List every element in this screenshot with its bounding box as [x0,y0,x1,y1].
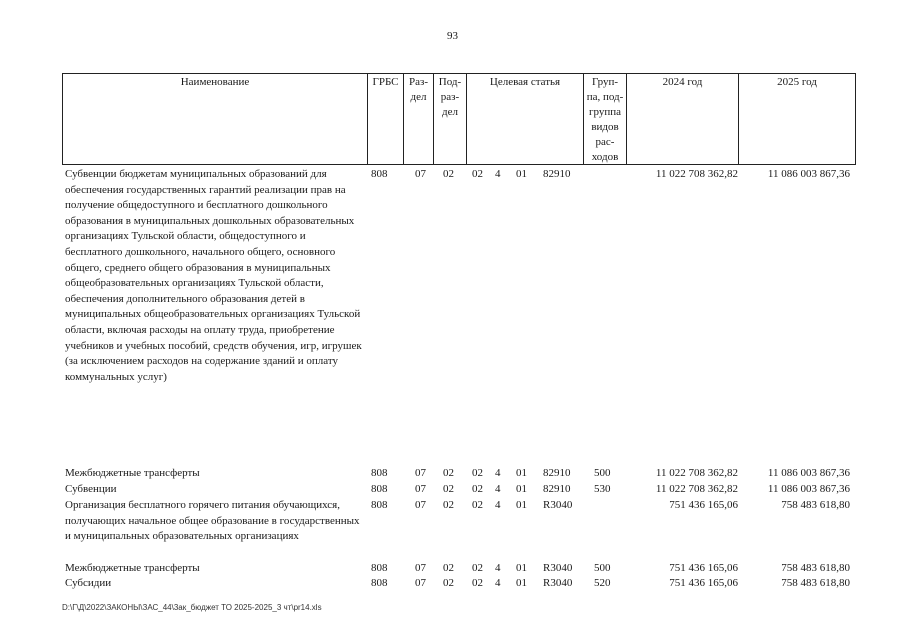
row-2025-value: 758 483 618,80 [781,499,850,511]
row-grbs: 808 [371,562,388,574]
row-target-type: 4 [495,168,501,180]
row-2025-value: 11 086 003 867,36 [767,467,850,479]
header-group-line: рас- [595,136,615,148]
row-target-program: 02 [472,562,483,574]
row-name: Организация бесплатного горячего питания обучающихся, получающих начальное общее образование в государственных и муниципальных образовательных организациях [65,499,360,543]
row-grbs: 808 [371,467,388,479]
row-2024-value: 11 022 708 362,82 [655,467,738,479]
row-podrazdel: 02 [443,562,454,574]
header-group-line: ходов [591,151,619,163]
row-razdel: 07 [415,168,426,180]
row-group: 530 [594,483,611,495]
row-name: Субсидии [65,577,112,589]
row-2025-value: 758 483 618,80 [781,577,850,589]
header-group-line: видов [591,121,619,133]
row-grbs: 808 [371,168,388,180]
row-2025-value: 11 086 003 867,36 [767,168,850,180]
row-target-type: 4 [495,467,501,479]
header-podrazdel-line: раз- [440,91,460,103]
row-target-direction: 82910 [543,483,571,495]
row-target-subprogram: 01 [516,562,527,574]
file-path-footer: D:\Г\Д\2022\ЗАКОНЫ\ЗАС_44\3ак_бюджет ТО 2025-2025_3 чт\pr14.xls [62,603,322,612]
row-name: Субвенции [65,483,117,495]
row-group: 500 [594,467,611,479]
row-2025-value: 758 483 618,80 [781,562,850,574]
row-2024-value: 751 436 165,06 [669,577,738,589]
header-group-line: группа [588,106,622,118]
header-podrazdel-line: Под- [438,76,462,88]
page-number: 93 [447,30,458,42]
row-target-subprogram: 01 [516,577,527,589]
row-razdel: 07 [415,562,426,574]
row-target-direction: R3040 [543,562,573,574]
row-razdel: 07 [415,577,426,589]
row-target-direction: 82910 [543,168,571,180]
header-group [584,74,627,164]
row-grbs: 808 [371,577,388,589]
row-target-program: 02 [472,168,483,180]
row-target-program: 02 [472,577,483,589]
row-target-subprogram: 01 [516,467,527,479]
header-2025-label: 2025 год [777,76,817,88]
table-header [62,73,856,165]
row-target-direction: R3040 [543,577,573,589]
row-group: 500 [594,562,611,574]
row-grbs: 808 [371,483,388,495]
row-name: Межбюджетные трансферты [65,562,200,574]
header-razdel-line: дел [410,91,427,103]
row-razdel: 07 [415,499,426,511]
row-podrazdel: 02 [443,467,454,479]
row-podrazdel: 02 [443,168,454,180]
row-target-subprogram: 01 [516,168,527,180]
header-2024-label: 2024 год [662,76,703,88]
header-grbs [368,74,404,164]
row-razdel: 07 [415,483,426,495]
header-name-label: Наименование [180,76,250,88]
row-target-type: 4 [495,499,501,511]
row-target-direction: 82910 [543,467,571,479]
row-target-subprogram: 01 [516,499,527,511]
row-2024-value: 11 022 708 362,82 [655,168,738,180]
header-group-line: Груп- [591,76,619,88]
row-target-subprogram: 01 [516,483,527,495]
row-razdel: 07 [415,467,426,479]
header-2025 [739,74,855,164]
row-target-program: 02 [472,483,483,495]
row-podrazdel: 02 [443,577,454,589]
row-grbs: 808 [371,499,388,511]
row-podrazdel: 02 [443,499,454,511]
header-podrazdel-line: дел [442,106,458,118]
row-target-type: 4 [495,562,501,574]
header-2024 [627,74,739,164]
row-2024-value: 751 436 165,06 [669,499,738,511]
row-2025-value: 11 086 003 867,36 [767,483,850,495]
row-podrazdel: 02 [443,483,454,495]
header-podrazdel [434,74,467,164]
row-name: Межбюджетные трансферты [65,467,200,479]
row-2024-value: 751 436 165,06 [669,562,738,574]
row-name: Субвенции бюджетам муниципальных образований для обеспечения государственных гарантий реализации прав на получение общедоступного и бесплатного дошкольного образования в муниципальных дошкольных образовательных организациях Тульской области, общедоступного и бесплатного дошкольного, начального общего, основного общего, среднего общего образования в муниципальных общеобразовательных организациях Тульской области, обеспечения дополнительного образования детей в муниципальных общеобразовательных организациях Тульской области, включая расходы на оплату труда, приобретение учебников и учебных пособий, средств обучения, игр, игрушек (за исключением расходов на содержание зданий и оплату коммунальных услуг) [65,168,362,383]
row-target-program: 02 [472,467,483,479]
row-2024-value: 11 022 708 362,82 [655,483,738,495]
header-razdel-line: Раз- [408,76,428,88]
row-target-direction: R3040 [543,499,573,511]
row-target-program: 02 [472,499,483,511]
header-target-label: Целевая статья [489,76,561,88]
header-group-line: па, под- [586,91,624,103]
row-target-type: 4 [495,577,501,589]
header-razdel [404,74,434,164]
header-grbs-label: ГРБС [372,76,399,88]
header-name [63,74,368,164]
row-target-type: 4 [495,483,501,495]
row-group: 520 [594,577,611,589]
header-target [467,74,584,164]
